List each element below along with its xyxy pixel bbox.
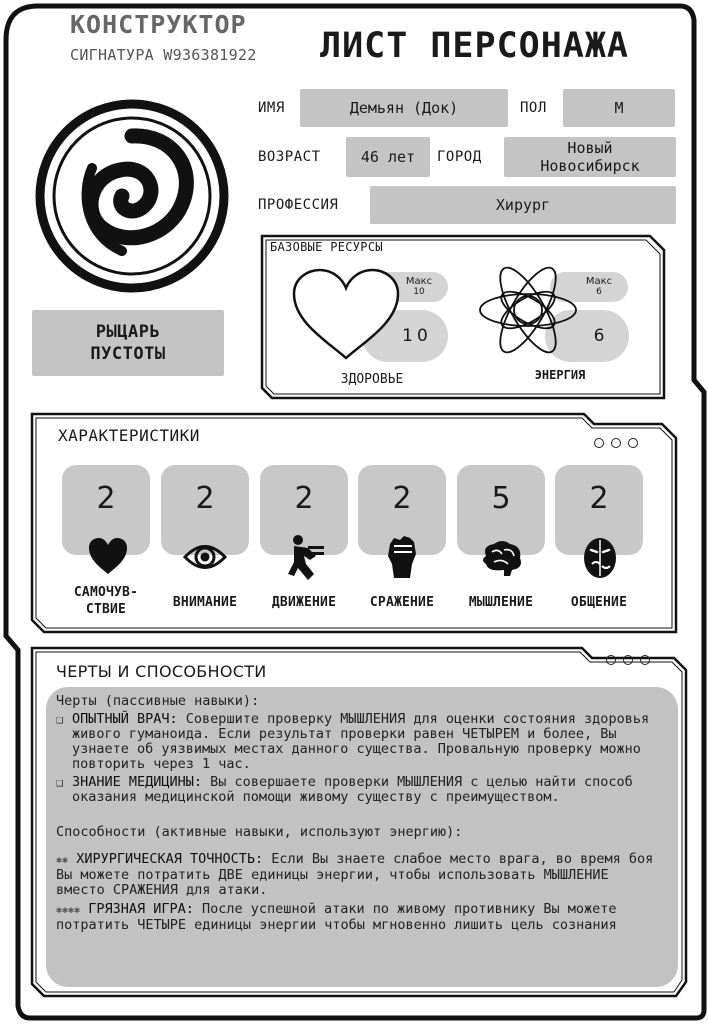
class-name: РЫЦАРЬ ПУСТОТЫ xyxy=(32,310,224,376)
health-max-value: 10 xyxy=(413,287,425,297)
signature: СИГНАТУРА W936381922 xyxy=(70,46,257,64)
sex-field[interactable]: М xyxy=(563,89,675,127)
characteristics-title: ХАРАКТЕРИСТИКИ xyxy=(58,426,200,445)
stat-value: 2 xyxy=(195,481,215,516)
profession-field[interactable]: Хирург xyxy=(370,186,676,224)
stat-label-combat: СРАЖЕНИЕ xyxy=(369,595,435,610)
checkbox-icon[interactable]: ❑ xyxy=(56,775,64,789)
trait-name: ЗНАНИЕ МЕДИЦИНЫ: xyxy=(72,774,203,790)
stat-label-communication: ОБЩЕНИЕ xyxy=(570,595,628,610)
stat-value: 5 xyxy=(491,481,511,516)
trait-name: ОПЫТНЫЙ ВРАЧ: xyxy=(72,711,178,727)
atom-icon xyxy=(474,258,582,362)
passive-trait xyxy=(56,712,662,772)
eye-icon xyxy=(183,540,227,574)
stat-value: 2 xyxy=(96,481,116,516)
profession-label: ПРОФЕССИЯ xyxy=(258,197,339,213)
name-label: ИМЯ xyxy=(258,100,285,116)
energy-label: ЭНЕРГИЯ xyxy=(534,368,586,382)
energy-max-label: Макс xyxy=(585,276,613,287)
characteristics-menu-dots xyxy=(594,438,638,448)
stat-label-movement: ДВИЖЕНИЕ xyxy=(271,595,337,610)
page-title: ЛИСТ ПЕРСОНАЖА xyxy=(320,26,630,66)
running-icon xyxy=(286,534,326,582)
ability-text: Если Вы знаете слабое место врага, во время боя Вы можете потратить ДВЕ единицы энергии, чтобы использовать МЫШЛЕНИЕ вместо СРАЖЕНИЯ для атаки. xyxy=(56,851,654,898)
energy-cost-icon: ✱✱✱✱ xyxy=(56,905,81,916)
energy-cost-icon: ✱✱ xyxy=(56,855,69,866)
stat-label-wellbeing: САМОЧУВ- СТВИЕ xyxy=(73,585,139,617)
trait-text: Совершите проверку МЫШЛЕНИЯ для оценки состояния здоровья живого гуманоида. Если результат проверки равен ЧЕТЫРЕМ и более, Вы узнаете об уязвимых местах данного существа. Провальную проверку можно повторить через 1 час. xyxy=(72,711,650,772)
active-header: Способности (активные навыки, используют энергию): xyxy=(56,824,463,840)
stat-value: 2 xyxy=(589,481,609,516)
age-field[interactable]: 46 лет xyxy=(346,137,430,177)
traits-content xyxy=(56,694,662,933)
health-max-label: Макс xyxy=(405,276,433,287)
city-field[interactable]: Новый Новосибирск xyxy=(504,137,676,177)
stat-value: 2 xyxy=(392,481,412,516)
constructor-label: КОНСТРУКТОР xyxy=(70,10,247,39)
traits-menu-dots xyxy=(606,655,650,665)
heart-icon xyxy=(87,536,129,576)
health-label: ЗДОРОВЬЕ xyxy=(340,372,404,387)
stat-label-attention: ВНИМАНИЕ xyxy=(172,595,238,610)
active-ability xyxy=(56,902,662,933)
stat-value: 2 xyxy=(294,481,314,516)
age-label: ВОЗРАСТ xyxy=(258,149,321,165)
trait-text: Вы совершаете проверки МЫШЛЕНИЯ с целью найти способ оказания медицинской помощи живому существу с преимуществом. xyxy=(72,774,633,805)
fist-icon xyxy=(384,534,420,580)
energy-value: 6 xyxy=(593,326,605,346)
void-emblem-icon xyxy=(32,96,232,296)
resources-title: БАЗОВЫЕ РЕСУРСЫ xyxy=(270,240,383,254)
masks-icon xyxy=(582,536,618,580)
health-value: 10 xyxy=(402,326,432,346)
sex-label: ПОЛ xyxy=(520,100,547,116)
ability-text: После успешной атаки по живому противнику Вы можете потратить ЧЕТЫРЕ единицы энергии чтобы мгновенно лишить цель сознания xyxy=(56,901,617,933)
heart-icon xyxy=(290,266,402,364)
ability-name: ГРЯЗНАЯ ИГРА: xyxy=(88,901,194,917)
stat-label-thinking: МЫШЛЕНИЕ xyxy=(468,595,534,610)
traits-title: ЧЕРТЫ И СПОСОБНОСТИ xyxy=(56,662,267,681)
ability-name: ХИРУРГИЧЕСКАЯ ТОЧНОСТЬ: xyxy=(76,851,264,867)
active-ability xyxy=(56,852,662,898)
energy-max-value: 6 xyxy=(596,287,602,297)
city-label: ГОРОД xyxy=(437,149,482,165)
name-field[interactable]: Демьян (Док) xyxy=(300,89,508,127)
brain-icon xyxy=(480,540,524,578)
passive-trait xyxy=(56,775,662,805)
checkbox-icon[interactable]: ❑ xyxy=(56,712,64,726)
passive-header: Черты (пассивные навыки): xyxy=(56,693,260,709)
